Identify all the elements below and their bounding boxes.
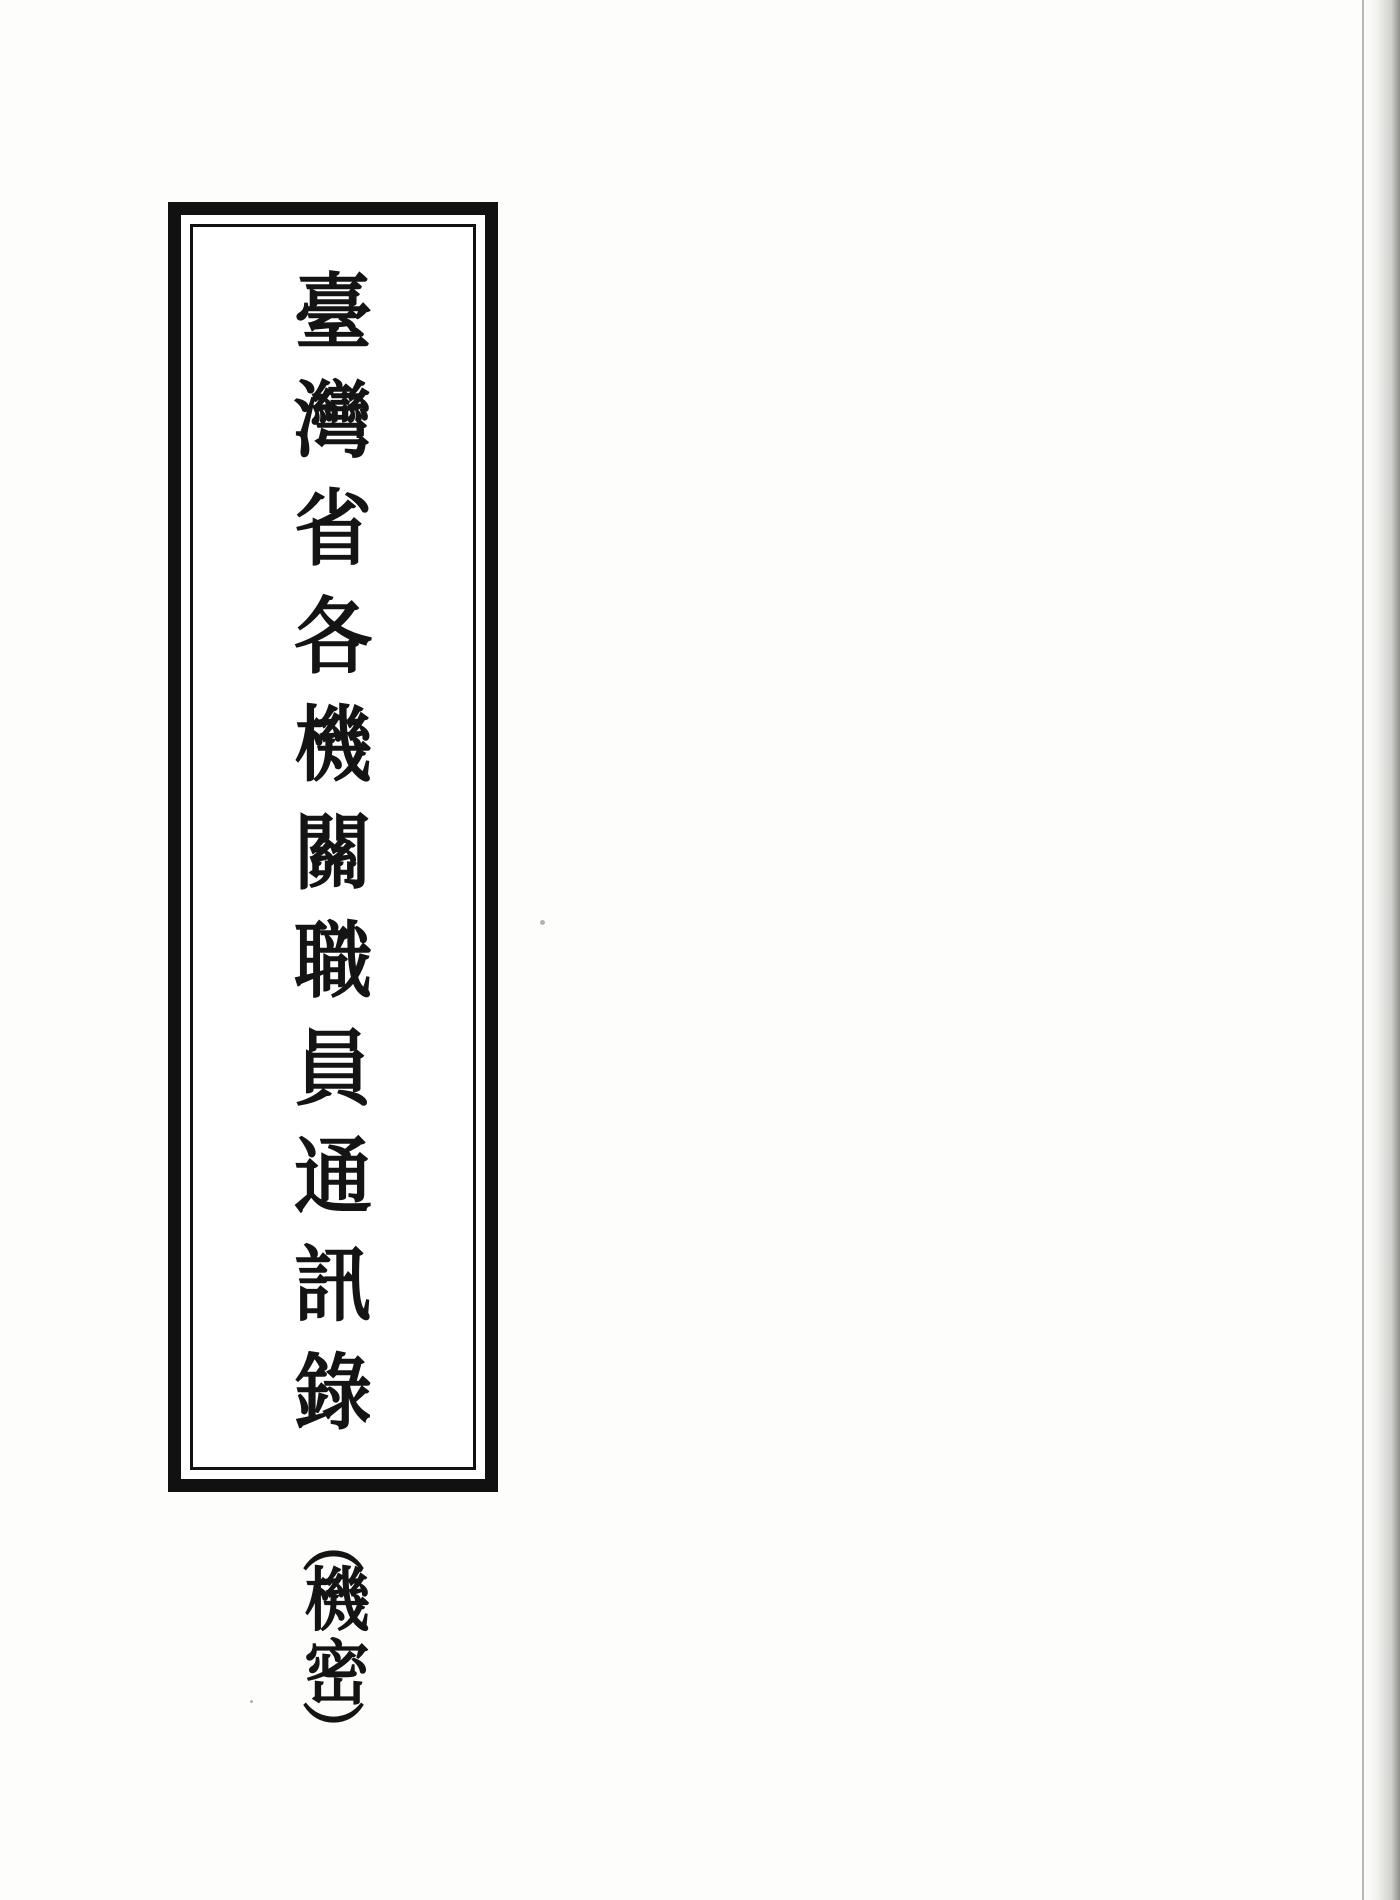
- scan-speckle: [250, 1700, 253, 1703]
- classification-close-paren: ）: [294, 1700, 368, 1763]
- scan-edge-line: [1362, 0, 1364, 1900]
- title-char-8: 員: [293, 1021, 372, 1118]
- classification-open-paren: （: [294, 1510, 368, 1574]
- vertical-title-text: [193, 265, 473, 1442]
- scan-speckle: [540, 920, 545, 925]
- title-char-7: 職: [293, 913, 372, 1010]
- title-char-6: 關: [293, 805, 372, 902]
- scan-edge-shadow: [1362, 0, 1400, 1900]
- classification-char-2: 密: [304, 1631, 370, 1714]
- classification-marking: [262, 1510, 412, 1763]
- classification-char-1: 機: [304, 1559, 370, 1641]
- title-cartouche: [168, 202, 498, 1492]
- title-char-2: 灣: [293, 373, 372, 470]
- title-char-9: 通: [293, 1129, 372, 1226]
- title-cartouche-inner-rule: [190, 224, 476, 1470]
- title-char-10: 訊: [293, 1237, 372, 1334]
- title-char-5: 機: [293, 697, 372, 794]
- title-char-4: 各: [293, 589, 372, 686]
- title-char-1: 臺: [293, 265, 372, 362]
- title-char-3: 省: [293, 481, 372, 578]
- title-char-11: 錄: [293, 1345, 372, 1442]
